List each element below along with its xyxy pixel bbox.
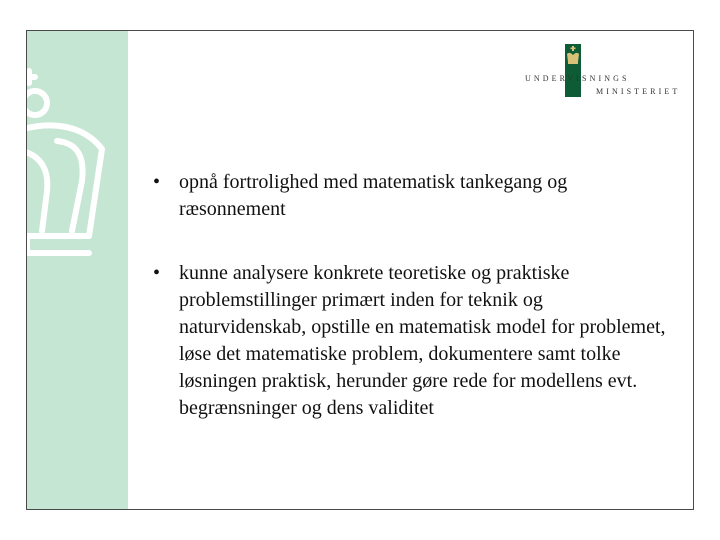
slide — [26, 30, 694, 510]
side-band — [27, 31, 128, 509]
logo-text-line1: UNDERVISNINGS — [525, 74, 630, 83]
bullet-text: opnå fortrolighed med matematisk tankegang og ræsonnement — [179, 171, 568, 220]
ministry-logo — [525, 41, 685, 101]
bullet-text: kunne analysere konkrete teoretiske og praktiske problemstillinger primært inden for teknik og naturvidenskab, opstille en matematisk model for problemet, løse det matematiske problem, dokumentere samt tolke løsningen praktisk, herunder gøre rede for modellens evt. begrænsninger og dens validitet — [179, 262, 666, 419]
crown-watermark-icon — [27, 31, 128, 271]
bullet-list — [153, 169, 673, 422]
bullet-marker: • — [153, 171, 161, 193]
bullet-item — [153, 260, 673, 422]
bullet-item — [153, 169, 673, 223]
bullet-marker: • — [153, 262, 161, 284]
logo-text-line2: MINISTERIET — [596, 87, 681, 96]
crown-icon — [565, 45, 581, 67]
